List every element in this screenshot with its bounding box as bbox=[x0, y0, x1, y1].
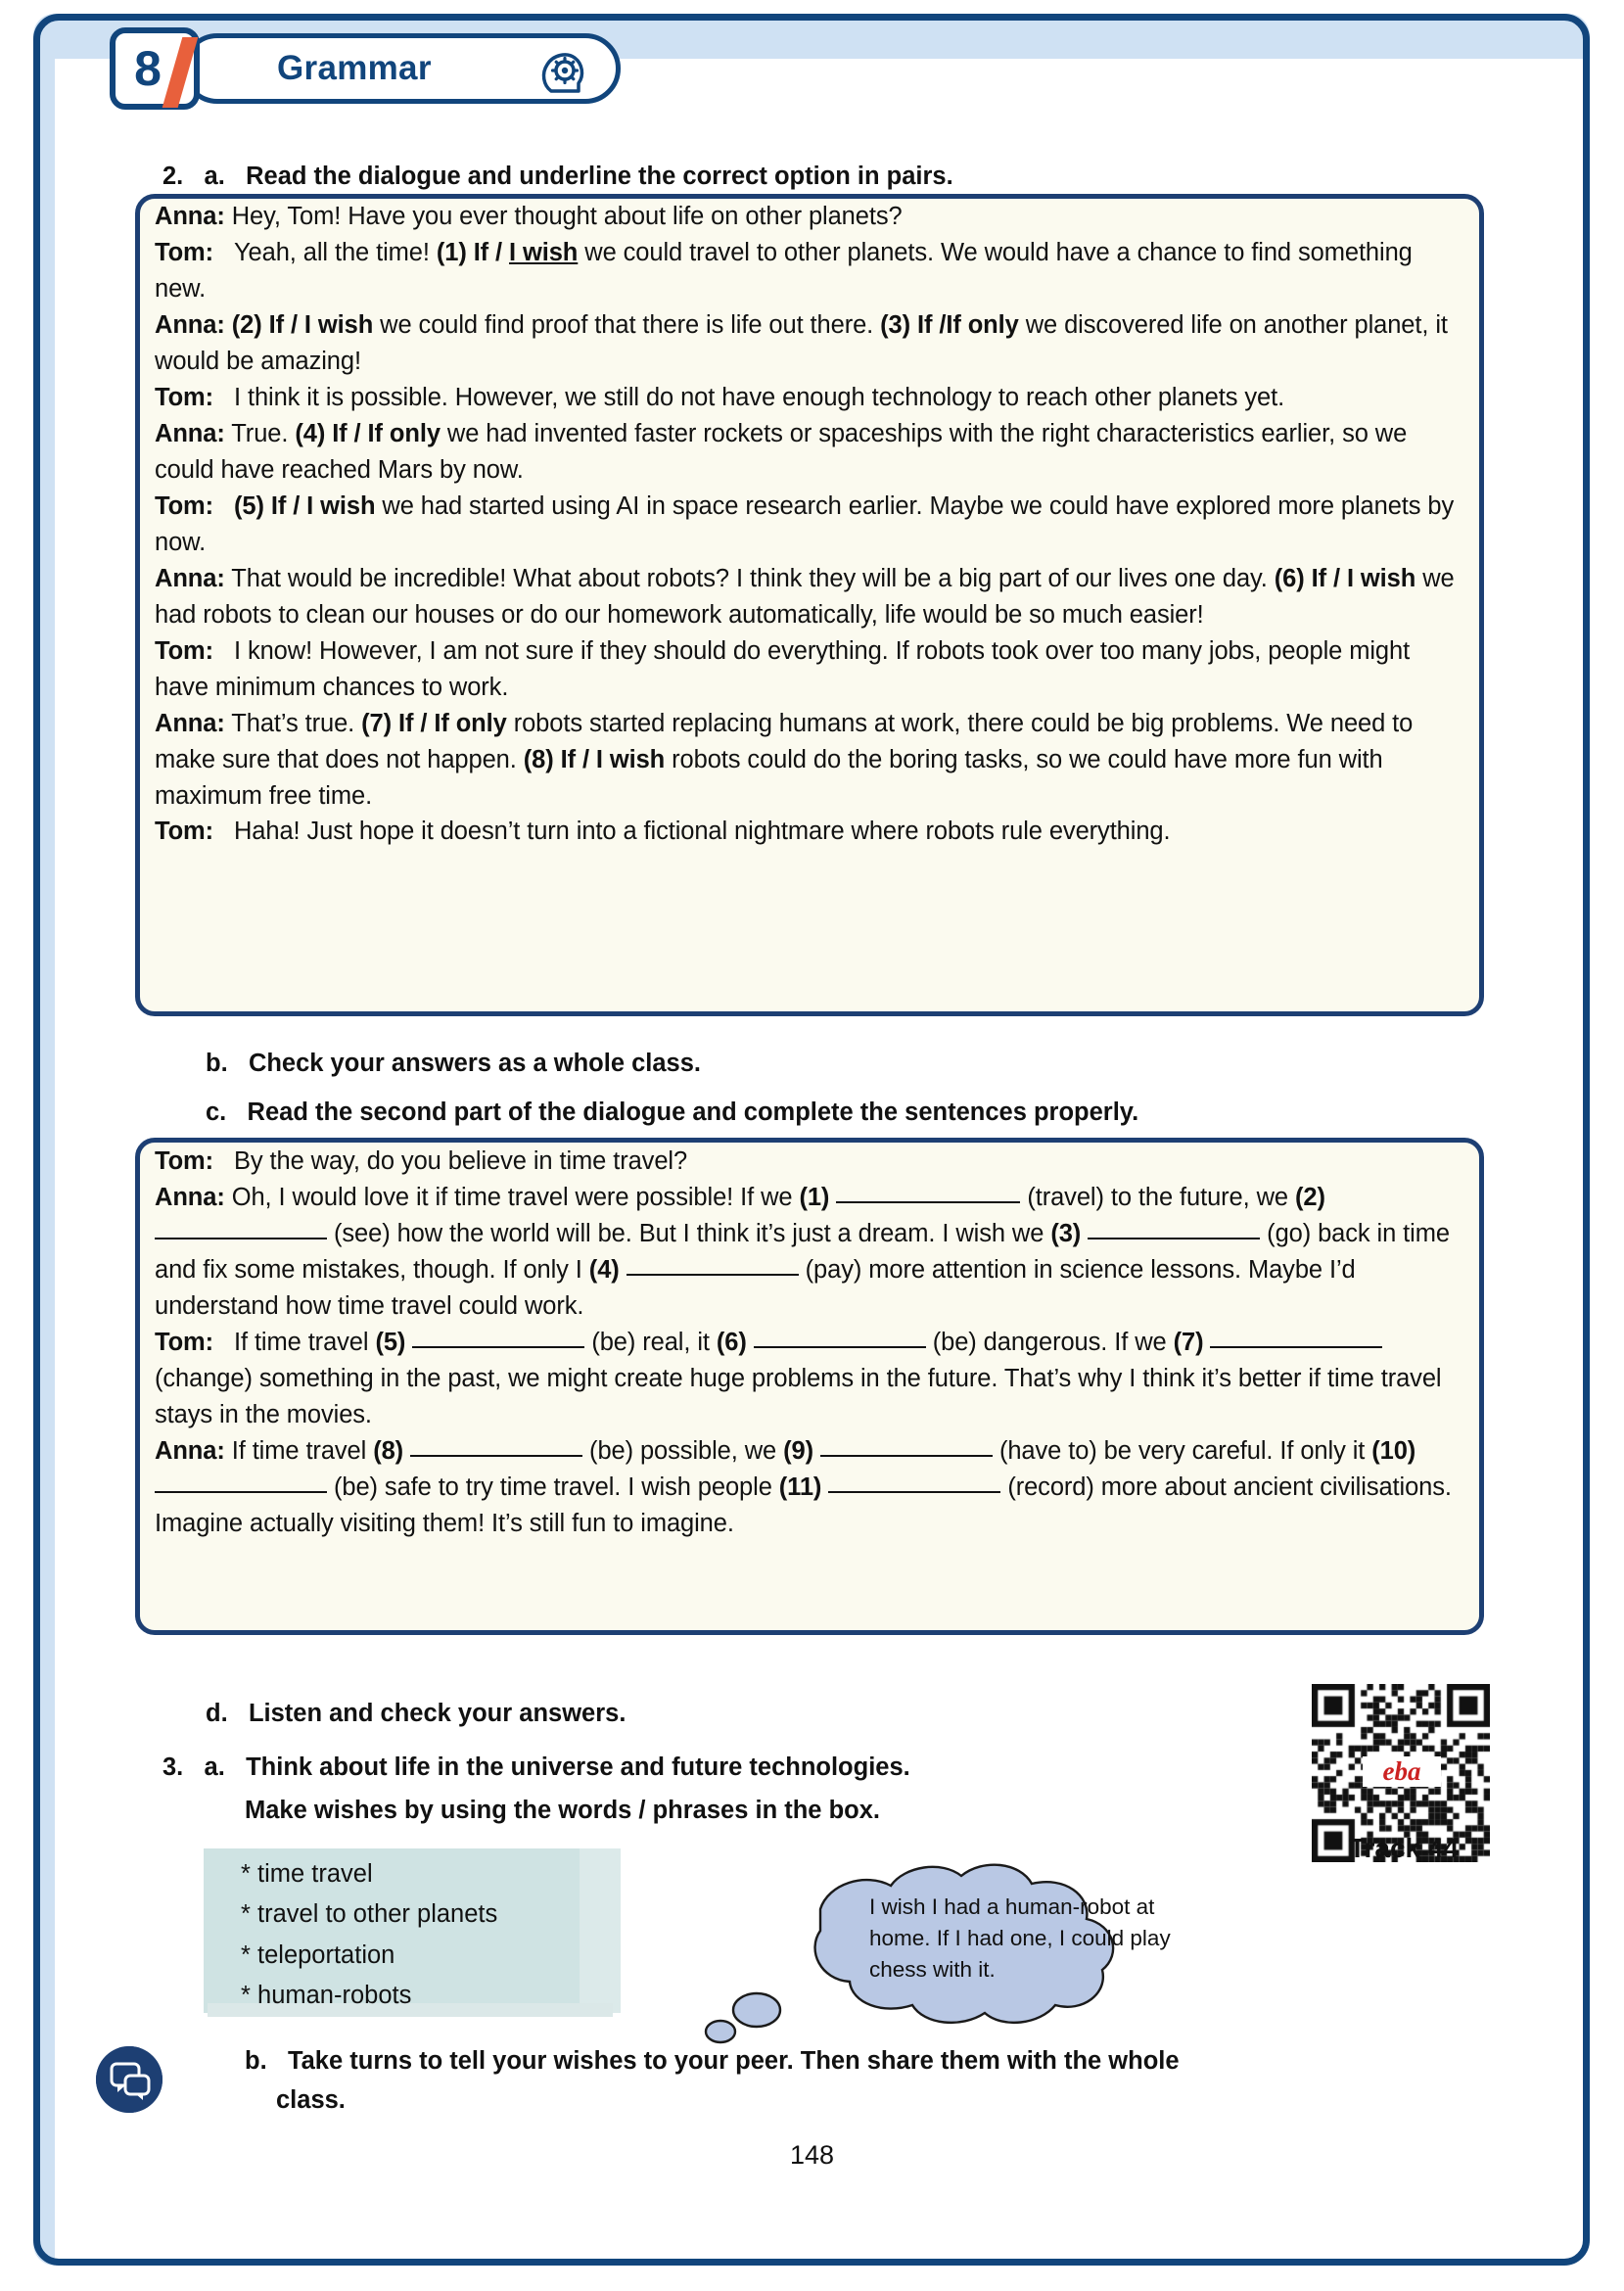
dialogue-line: Anna: (2) If / I wish we could find proof that there is life out there. (3) If /If only we discovered life on another planet, it would be amazing! bbox=[155, 310, 1448, 375]
qr-brand-label: eba bbox=[1363, 1756, 1441, 1787]
exercise-2c-instruction: Read the second part of the dialogue and complete the sentences properly. bbox=[247, 1099, 1139, 1126]
exercise-3b-instruction-line1: Take turns to tell your wishes to your peer. Then share them with the whole bbox=[287, 2047, 1180, 2075]
answer-blank-2[interactable] bbox=[155, 1238, 327, 1239]
page-number: 148 bbox=[789, 2140, 835, 2170]
exercise-2c-heading bbox=[206, 1099, 1138, 1127]
word-box-item: * travel to other planets bbox=[241, 1900, 498, 1929]
exercise-2a-instruction: Read the dialogue and underline the correct option in pairs. bbox=[246, 163, 953, 190]
dialogue-part2-text bbox=[155, 1144, 1468, 1542]
dialogue-part1-text bbox=[155, 199, 1466, 850]
answer-blank-1[interactable] bbox=[836, 1201, 1020, 1203]
thought-bubble-text: I wish I had a human-robot at home. If I had one, I could play chess with it. bbox=[869, 1894, 1171, 1982]
answer-blank-9[interactable] bbox=[820, 1455, 993, 1457]
exercise-3a-instruction-line1: Think about life in the universe and future technologies. bbox=[246, 1753, 910, 1781]
unit-number: 8 bbox=[134, 41, 162, 96]
exercise-3a-instruction-line2-wrap bbox=[245, 1794, 1282, 1827]
dialogue-line: Anna: Hey, Tom! Have you ever thought about life on other planets? bbox=[155, 203, 903, 230]
dialogue-line: Tom: If time travel (5) (be) real, it (6) (be) dangerous. If we (7) (change) something in the past, we might create huge problems in the future. That’s why I think it’s better if time travel stays in the movies. bbox=[155, 1328, 1442, 1428]
dialogue-line: Anna: That would be incredible! What about robots? I think they will be a big part of our lives one day. (6) If / I wish we had robots to clean our houses or do our homework automatically, life would be so much easier! bbox=[155, 564, 1455, 629]
word-box-edge-decoration bbox=[580, 1848, 621, 2013]
exercise-3b-instruction-line2: class. bbox=[276, 2086, 346, 2114]
dialogue-line: Anna: True. (4) If / If only we had invented faster rockets or spaceships with the right characteristics earlier, so we could have reached Mars by now. bbox=[155, 419, 1408, 484]
head-gear-icon bbox=[537, 46, 590, 99]
exercise-3b-heading bbox=[245, 2044, 1468, 2078]
exercise-2b-label: b. bbox=[206, 1050, 228, 1077]
answer-blank-7[interactable] bbox=[1210, 1346, 1382, 1348]
word-box-item: * time travel bbox=[241, 1860, 373, 1888]
exercise-3b-label: b. bbox=[245, 2047, 267, 2075]
exercise-2-number: 2. bbox=[162, 163, 184, 190]
exercise-2a-label: a. bbox=[204, 163, 225, 190]
answer-blank-6[interactable] bbox=[754, 1346, 926, 1348]
unit-number-badge bbox=[110, 27, 200, 110]
answer-blank-10[interactable] bbox=[155, 1491, 327, 1493]
dialogue-line: Tom: I think it is possible. However, we still do not have enough technology to reach other planets yet. bbox=[155, 383, 1285, 411]
exercise-3a-label: a. bbox=[204, 1753, 225, 1781]
dialogue-line: Tom: (5) If / I wish we had started using AI in space research earlier. Maybe we could have explored more planets by now. bbox=[155, 491, 1455, 556]
exercise-2b-heading bbox=[206, 1050, 701, 1078]
exercise-3a-heading bbox=[162, 1751, 1239, 1784]
page-title: Grammar bbox=[277, 49, 432, 87]
dialogue-line: Tom: By the way, do you believe in time travel? bbox=[155, 1147, 688, 1175]
exercise-3b-line2-wrap bbox=[276, 2083, 1451, 2117]
answer-blank-4[interactable] bbox=[626, 1274, 799, 1276]
answer-blank-8[interactable] bbox=[410, 1455, 582, 1457]
word-box-item: * teleportation bbox=[241, 1940, 395, 1969]
exercise-2d-instruction: Listen and check your answers. bbox=[248, 1700, 626, 1727]
exercise-3-number: 3. bbox=[162, 1753, 184, 1781]
dialogue-line: Anna: If time travel (8) (be) possible, we (9) (have to) be very careful. If only it (10) (be) safe to try time travel. I wish people (11) (record) more about ancient civilisations. Imagine actually visiting them! It’s still fun to imagine. bbox=[155, 1436, 1452, 1537]
answer-blank-11[interactable] bbox=[828, 1491, 1000, 1493]
exercise-2b-instruction: Check your answers as a whole class. bbox=[248, 1050, 702, 1077]
exercise-2a-heading bbox=[162, 160, 1455, 193]
dialogue-line: Tom: I know! However, I am not sure if they should do everything. If robots took over too many jobs, people might have minimum chances to work. bbox=[155, 636, 1411, 701]
word-box-item: * human-robots bbox=[241, 1981, 412, 2009]
answer-blank-3[interactable] bbox=[1088, 1238, 1260, 1239]
dialogue-line: Anna: That’s true. (7) If / If only robots started replacing humans at work, there could be big problems. We need to make sure that does not happen. (8) If / I wish robots could do the boring tasks, so we could have more fun with maximum free time. bbox=[155, 709, 1414, 810]
word-box-list bbox=[241, 1854, 497, 2016]
exercise-2d-heading bbox=[206, 1700, 626, 1728]
exercise-2c-label: c. bbox=[206, 1099, 227, 1126]
dialogue-line: Tom: Yeah, all the time! (1) If / I wish we could travel to other planets. We would have a chance to find something new. bbox=[155, 238, 1413, 303]
track-label: Track 44 bbox=[1348, 1833, 1460, 1863]
exercise-2d-label: d. bbox=[206, 1700, 228, 1727]
dialogue-line: Tom: Haha! Just hope it doesn’t turn into a fictional nightmare where robots rule everything. bbox=[155, 818, 1171, 846]
speaking-activity-icon bbox=[96, 2046, 162, 2113]
dialogue-line: Anna: Oh, I would love it if time travel were possible! If we (1) (travel) to the future, we (2) (see) how the world will be. But I think it’s just a dream. I wish we (3) (go) back in time and fix some mistakes, though. If only I (4) (pay) more attention in science lessons. Maybe I’d understand how time travel could work. bbox=[155, 1183, 1450, 1320]
exercise-3a-instruction-line2: Make wishes by using the words / phrases in the box. bbox=[245, 1797, 880, 1824]
unit-header-pill bbox=[182, 33, 621, 104]
answer-blank-5[interactable] bbox=[412, 1346, 584, 1348]
